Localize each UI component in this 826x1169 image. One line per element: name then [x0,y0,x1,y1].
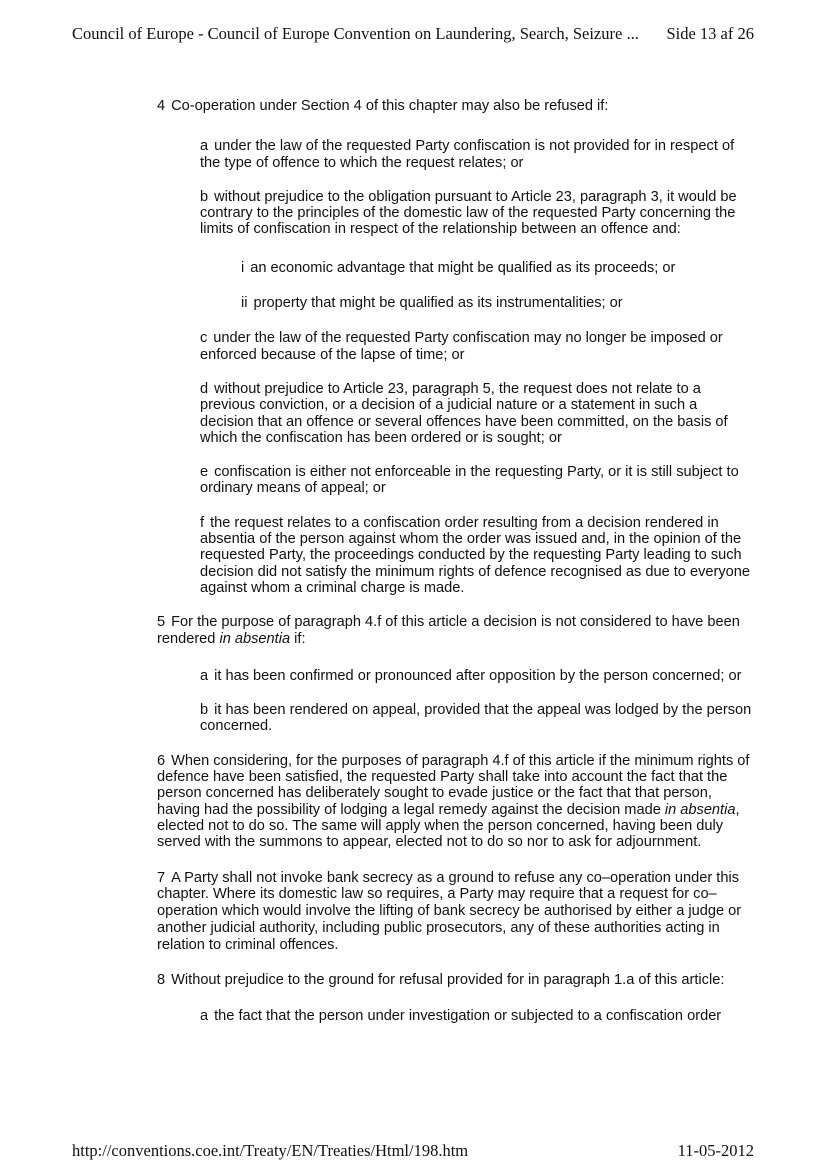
subitem-text: property that might be qualified as its instrumentalities; or [253,295,623,312]
paragraph-text-end: , elected not to do so. The same will apply when the person concerned, having been duly served with the summons to appear, elected not to do so nor to ask for adjournment. [157,801,740,851]
item-letter: b [200,188,209,205]
paragraph-4b-i [241,260,753,276]
paragraph-text-end: if: [294,630,306,647]
paragraph-text: For the purpose of paragraph 4.f of this article a decision is not considered to have been rendered [157,614,740,647]
item-text: the request relates to a confiscation order resulting from a decision rendered in absentia of the person against whom the order was issued and, in the opinion of the requested Party, the proceedings conducted by the requesting Party leading to such decision did not satisfy the minimum rights of defence recognised as due to everyone against whom a criminal charge is made. [200,514,751,596]
paragraph-text: Co-operation under Section 4 of this chapter may also be refused if: [171,98,609,114]
paragraph-number: 4 [157,98,166,114]
item-text: confiscation is either not enforceable in the requesting Party, or it is still subject to ordinary means of appeal; or [200,464,739,497]
paragraph-8 [157,972,753,988]
item-text: without prejudice to Article 23, paragraph 5, the request does not relate to a previous conviction, or a decision of a judicial nature or a statement in such a decision that an offence or several offences have been committed, on the basis of which the confiscation has been ordered or is sought; or [200,380,728,446]
paragraph-text: When considering, for the purposes of paragraph 4.f of this article if the minimum rights of defence have been satisfied, the requested Party shall take into account the fact that the person concerned has deliberately sought to evade justice or the fact that that person, having had the possibility of lodging a legal remedy against the decision made [157,752,750,818]
italic-term: in absentia [219,630,291,647]
item-text: under the law of the requested Party confiscation may no longer be imposed or enforced because of the lapse of time; or [200,330,723,363]
paragraph-5b [200,702,753,735]
subitem-text: an economic advantage that might be qualified as its proceeds; or [250,259,676,276]
paragraph-4c [200,330,753,363]
paragraph-text: A Party shall not invoke bank secrecy as a ground to refuse any co–operation under this chapter. Where its domestic law so requires, a Party may require that a request for co–operation which would involve the lifting of bank secrecy be authorised by either a judge or another judicial authority, including public prosecutors, any of these authorities acting in relation to criminal offences. [157,869,742,953]
paragraph-4b-ii [241,295,753,311]
item-letter: f [200,514,205,531]
document-title: Council of Europe - Council of Europe Convention on Laundering, Search, Seizure ... [72,24,639,43]
subitem-numeral: ii [241,295,248,312]
item-letter: a [200,138,209,155]
item-text: the fact that the person under investigation or subjected to a confiscation order [214,1007,722,1024]
document-body [157,98,753,1024]
paragraph-number: 8 [157,972,166,989]
item-letter: b [200,702,209,719]
paragraph-4d [200,381,753,446]
page-footer [72,1141,754,1161]
item-letter: d [200,380,209,397]
paragraph-8a [200,1008,753,1024]
paragraph-number: 6 [157,752,166,769]
paragraph-4 [157,98,753,114]
paragraph-7 [157,870,753,954]
paragraph-6 [157,753,753,851]
subitem-numeral: i [241,259,245,276]
item-letter: e [200,464,209,481]
page-header [72,24,754,44]
item-text: without prejudice to the obligation pursuant to Article 23, paragraph 3, it would be contrary to the principles of the domestic law of the requested Party concerning the limits of confiscation in respect of the relationship between an offence and: [200,188,737,238]
paragraph-5 [157,614,753,647]
item-text: under the law of the requested Party confiscation is not provided for in respect of the type of offence to which the request relates; or [200,138,735,171]
item-text: it has been confirmed or pronounced after opposition by the person concerned; or [214,667,742,684]
paragraph-4a [200,138,753,171]
item-letter: c [200,330,208,347]
source-url: http://conventions.coe.int/Treaty/EN/Treaties/Html/198.htm [72,1141,469,1160]
paragraph-4e [200,464,753,497]
paragraph-text: Without prejudice to the ground for refusal provided for in paragraph 1.a of this article: [171,972,725,989]
item-text: it has been rendered on appeal, provided that the appeal was lodged by the person concerned. [200,702,752,735]
page-number: Side 13 af 26 [666,24,754,43]
paragraph-number: 5 [157,614,166,631]
item-letter: a [200,667,209,684]
print-date: 11-05-2012 [677,1141,754,1160]
item-letter: a [200,1007,209,1024]
paragraph-number: 7 [157,869,166,886]
paragraph-4b [200,189,753,238]
italic-term: in absentia [664,801,736,818]
paragraph-4f [200,515,753,596]
paragraph-5a [200,668,753,684]
